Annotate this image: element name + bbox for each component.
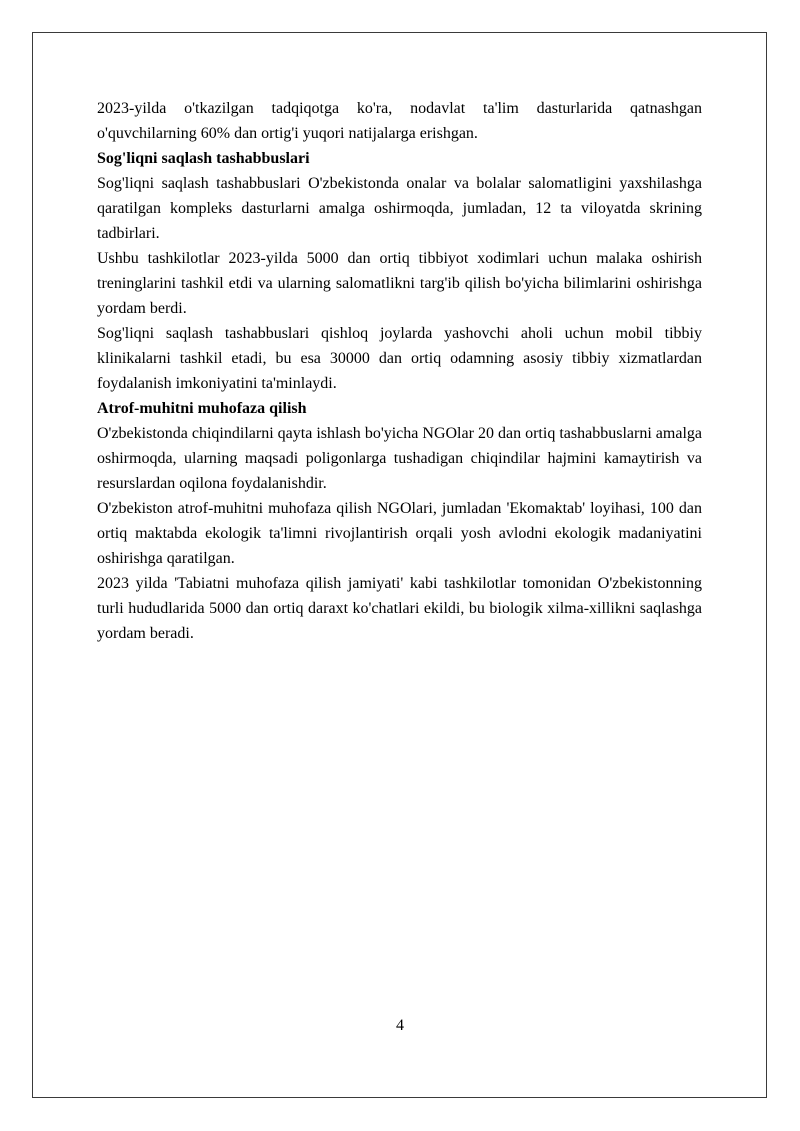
paragraph-health-3: Sog'liqni saqlash tashabbuslari qishloq joylarda yashovchi aholi uchun mobil tibbiy klinikalarni tashkil etadi, bu esa 30000 dan ortiq odamning asosiy tibbiy xizmatlardan foydalanish imkoniyatini ta'minlaydi. — [97, 325, 702, 392]
paragraph-env-3: 2023 yilda 'Tabiatni muhofaza qilish jamiyati' kabi tashkilotlar tomonidan O'zbekistonning turli hududlarida 5000 dan ortiq daraxt ko'chatlari ekildi, bu biologik xilma-xillikni saqlashga yordam beradi. — [97, 575, 702, 642]
section-heading-health: Sog'liqni saqlash tashabbuslari — [97, 150, 310, 167]
paragraph-env-1: O'zbekistonda chiqindilarni qayta ishlash bo'yicha NGOlar 20 dan ortiq tashabbuslarni amalga oshirmoqda, ularning maqsadi poligonlarga tushadigan chiqindilar hajmini kamaytirish va resurslardan oqilona foydalanishdir. — [97, 425, 702, 492]
page-number: 4 — [396, 1017, 404, 1034]
section-heading-environment: Atrof-muhitni muhofaza qilish — [97, 400, 307, 417]
page-content — [97, 96, 702, 646]
paragraph-env-2: O'zbekiston atrof-muhitni muhofaza qilish NGOlari, jumladan 'Ekomaktab' loyihasi, 100 dan ortiq maktabda ekologik ta'limni rivojlantirish orqali yosh avlodni ekologik madaniyatini oshirishga qaratilgan. — [97, 500, 702, 567]
paragraph-intro: 2023-yilda o'tkazilgan tadqiqotga ko'ra, nodavlat ta'lim dasturlarida qatnashgan o'quvchilarning 60% dan ortig'i yuqori natijalarga erishgan. — [97, 100, 702, 142]
paragraph-health-2: Ushbu tashkilotlar 2023-yilda 5000 dan ortiq tibbiyot xodimlari uchun malaka oshirish treninglarini tashkil etdi va ularning salomatlikni targ'ib qilish bo'yicha bilimlarini oshirishga yordam berdi. — [97, 250, 702, 317]
paragraph-health-1: Sog'liqni saqlash tashabbuslari O'zbekistonda onalar va bolalar salomatligini yaxshilashga qaratilgan kompleks dasturlarni amalga oshirmoqda, jumladan, 12 ta viloyatda skrining tadbirlari. — [97, 175, 702, 242]
